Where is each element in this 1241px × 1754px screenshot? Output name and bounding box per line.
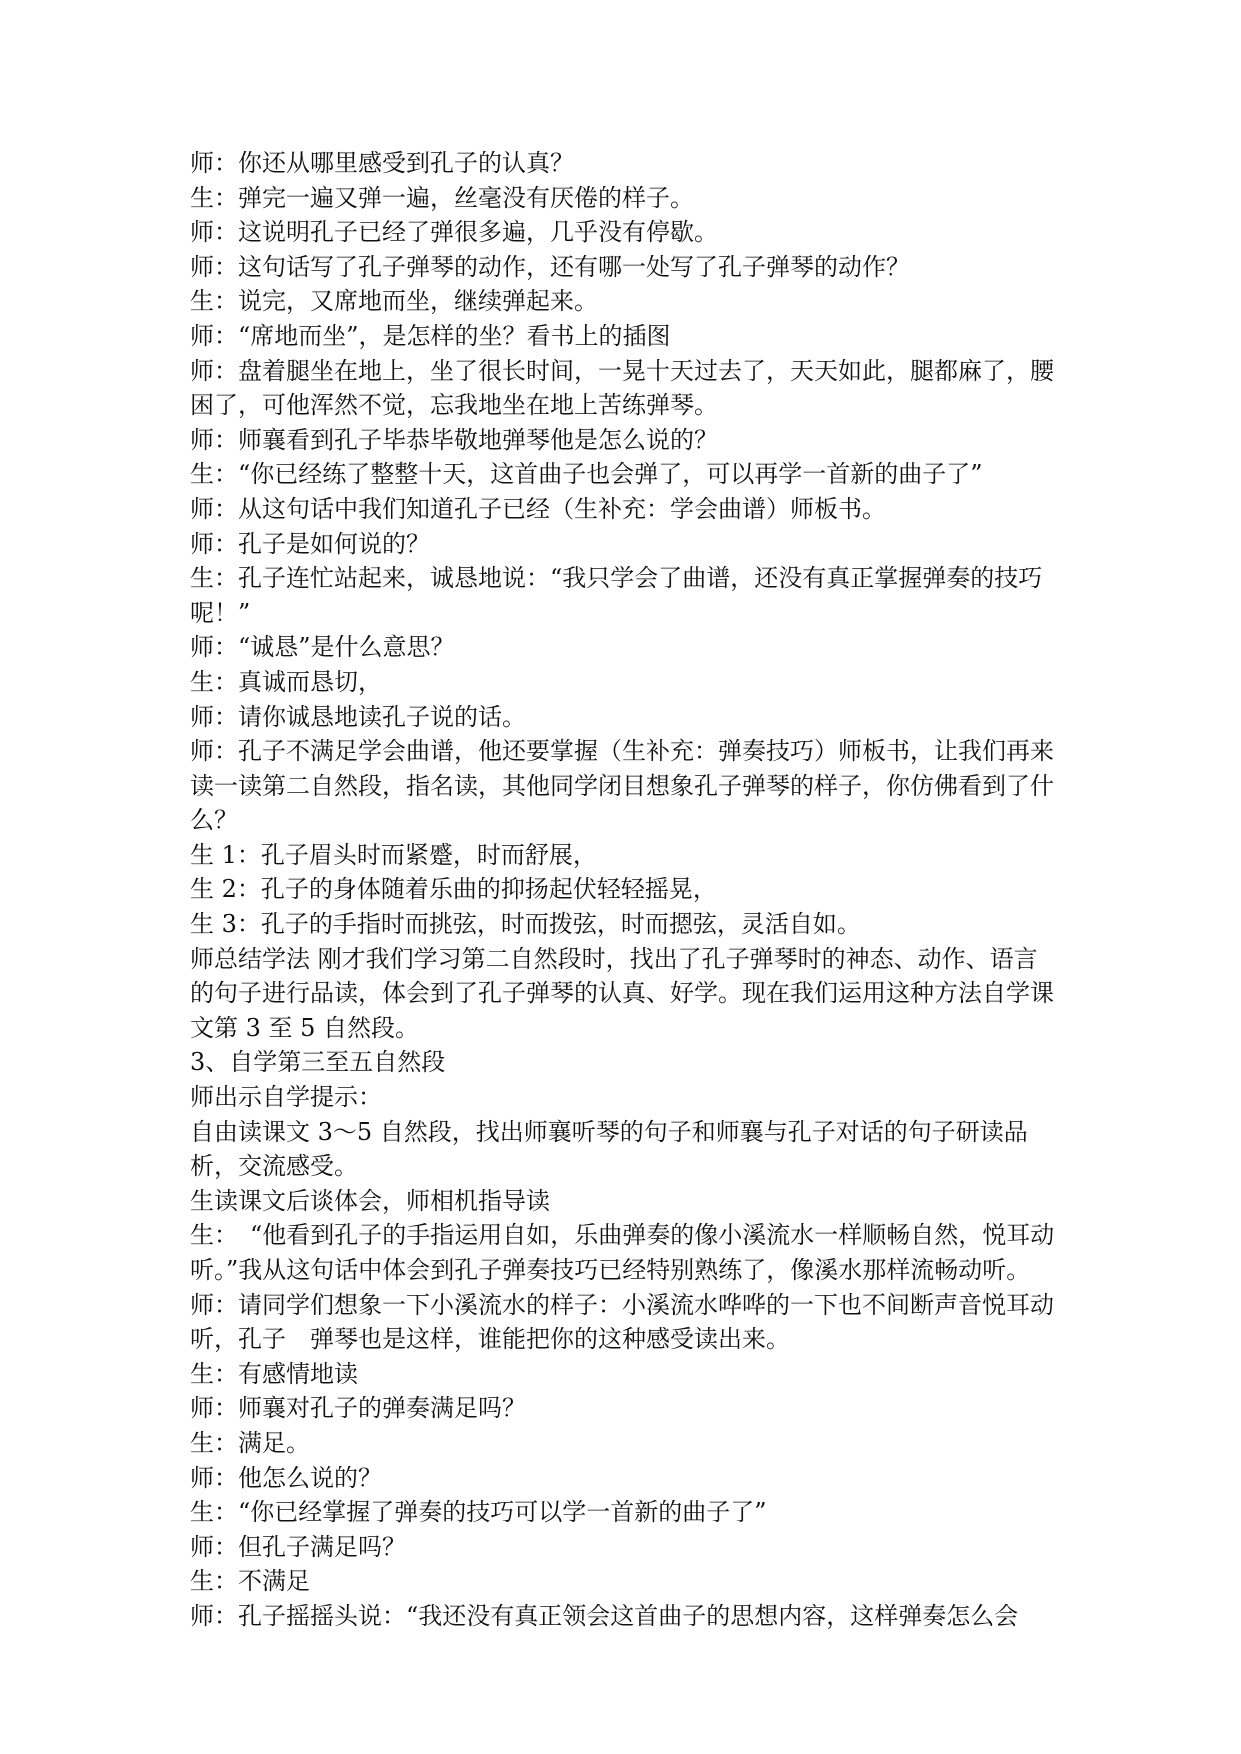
- paragraph: 生读课文后谈体会，师相机指导读: [190, 1186, 550, 1215]
- paragraph: 师：这句话写了孔子弹琴的动作，还有哪一处写了孔子弹琴的动作？: [190, 252, 910, 281]
- paragraph: 生： “他看到孔子的手指运用自如，乐曲弹奏的像小溪流水一样顺畅自然，悦耳动听。”我从这句话中体会到孔子弹奏技巧已经特别熟练了，像溪水那样流畅动听。: [190, 1221, 1055, 1284]
- paragraph: 师：请你诚恳地读孔子说的话。: [190, 702, 526, 731]
- paragraph: 师：请同学们想象一下小溪流水的样子：小溪流水哗哗的一下也不间断声音悦耳动听，孔子 弹琴也是这样，谁能把你的这种感受读出来。: [190, 1290, 1054, 1354]
- document-page: [190, 146, 1060, 1634]
- paragraph: 生：满足。: [190, 1428, 310, 1457]
- paragraph: 师：从这句话中我们知道孔子已经（生补充：学会曲谱）师板书。: [190, 494, 886, 523]
- paragraph: 师：“席地而坐”，是怎样的坐？看书上的插图: [190, 321, 671, 350]
- paragraph: 生：不满足: [190, 1567, 310, 1596]
- paragraph: 生 3：孔子的手指时而挑弦，时而拨弦，时而摁弦，灵活自如。: [190, 910, 861, 939]
- paragraph: 师出示自学提示：: [190, 1083, 382, 1112]
- paragraph: 师：孔子摇摇头说：“我还没有真正领会这首曲子的思想内容，这样弹奏怎么会: [190, 1601, 1019, 1630]
- paragraph: 师：孔子是如何说的？: [190, 529, 430, 558]
- paragraph: 师：你还从哪里感受到孔子的认真？: [190, 149, 574, 177]
- paragraph: 生：弹完一遍又弹一遍，丝毫没有厌倦的样子。: [190, 183, 694, 212]
- paragraph: 师：师襄看到孔子毕恭毕敬地弹琴他是怎么说的？: [190, 425, 718, 454]
- paragraph: 生：说完，又席地而坐，继续弹起来。: [190, 287, 598, 316]
- paragraph: 师：师襄对孔子的弹奏满足吗？: [190, 1394, 526, 1423]
- paragraph: 生：“你已经练了整整十天，这首曲子也会弹了，可以再学一首新的曲子了”: [190, 460, 983, 489]
- paragraph: 生：“你已经掌握了弹奏的技巧可以学一首新的曲子了”: [190, 1498, 767, 1527]
- paragraph: 师：他怎么说的？: [190, 1463, 382, 1492]
- paragraph: 师：但孔子满足吗？: [190, 1532, 406, 1561]
- paragraph: 生 2：孔子的身体随着乐曲的抑扬起伏轻轻摇晃，: [190, 875, 717, 904]
- paragraph: 师：“诚恳”是什么意思？: [190, 633, 455, 662]
- paragraph: 自由读课文 3～5 自然段，找出师襄听琴的句子和师襄与孔子对话的句子研读品析，交流感受。: [190, 1117, 1028, 1181]
- paragraph: 师：这说明孔子已经了弹很多遍，几乎没有停歇。: [190, 218, 718, 247]
- paragraph: 3、自学第三至五自然段: [190, 1048, 446, 1077]
- paragraph: 生 1：孔子眉头时而紧蹙，时而舒展，: [190, 840, 597, 869]
- paragraph: 师：孔子不满足学会曲谱，他还要掌握（生补充：弹奏技巧）师板书，让我们再来读一读第二自然段，指名读，其他同学闭目想象孔子弹琴的样子，你仿佛看到了什么？: [190, 737, 1054, 835]
- paragraph: 生：孔子连忙站起来，诚恳地说：“我只学会了曲谱，还没有真正掌握弹奏的技巧呢！”: [190, 564, 1043, 627]
- paragraph: 师总结学法 刚才我们学习第二自然段时，找出了孔子弹琴时的神态、动作、语言的句子进行品读，体会到了孔子弹琴的认真、好学。现在我们运用这种方法自学课文第 3 至 5 自然段。: [190, 944, 1054, 1042]
- paragraph: 生：有感情地读: [190, 1359, 358, 1388]
- paragraph: 生：真诚而恳切，: [190, 667, 382, 696]
- paragraph: 师：盘着腿坐在地上，坐了很长时间，一晃十天过去了，天天如此，腿都麻了，腰困了，可他浑然不觉，忘我地坐在地上苦练弹琴。: [190, 356, 1054, 420]
